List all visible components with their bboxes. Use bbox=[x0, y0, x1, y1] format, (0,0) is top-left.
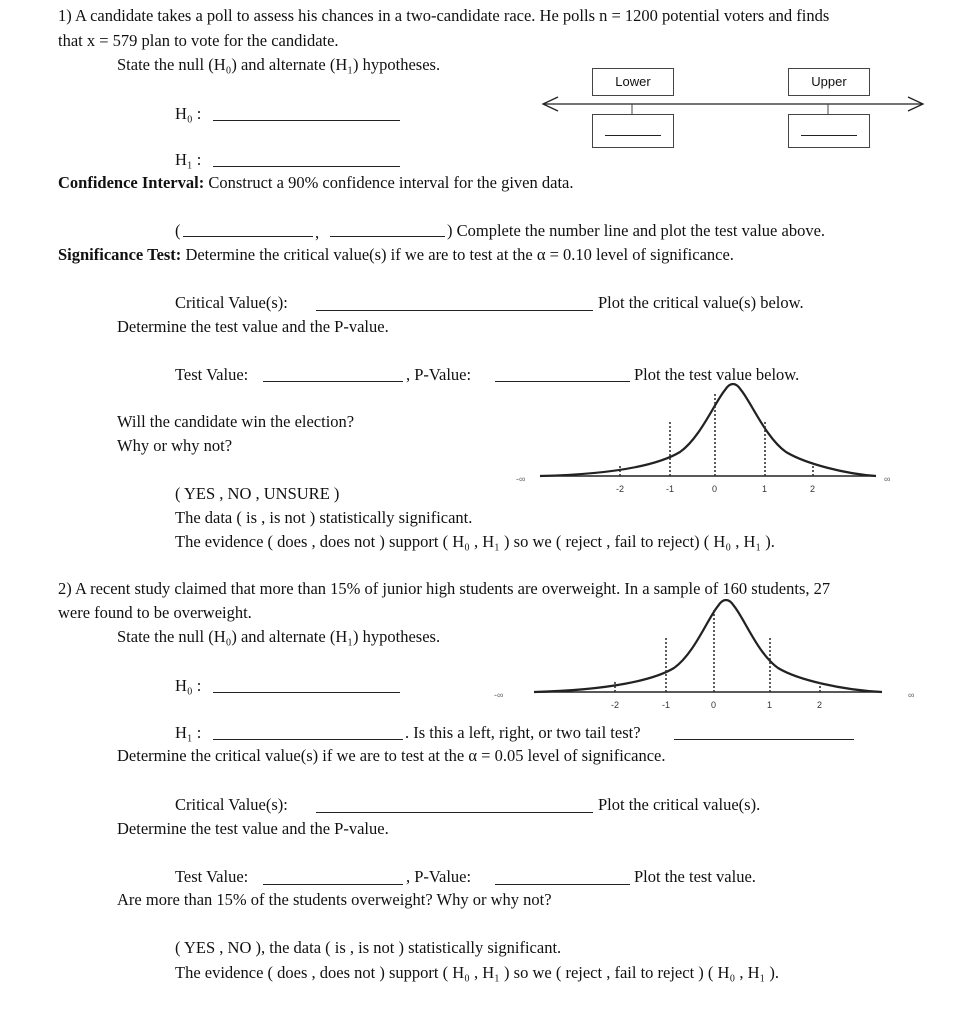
q1-plot-test: Plot the test value below. bbox=[634, 365, 800, 384]
q2-test-value-label: Test Value: bbox=[175, 867, 249, 886]
q1-why-question: Why or why not? bbox=[117, 436, 233, 455]
q1-determine-test: Determine the test value and the P-value. bbox=[117, 317, 389, 336]
q2-state-hypotheses: State the null (H₀) and alternate (H₁) hypotheses. bbox=[117, 627, 441, 646]
q2-h0-label: H₀ : bbox=[175, 676, 202, 695]
q1-ci-line bbox=[58, 175, 574, 192]
q1-intro-line1: 1) A candidate takes a poll to assess his chances in a two-candidate race. He polls n = 1200 potential voters and finds bbox=[58, 6, 830, 25]
q1-tick-neg2: -2 bbox=[616, 484, 625, 494]
ci-heading: Confidence Interval: bbox=[58, 173, 205, 192]
q2-h1-label: H₁ : bbox=[175, 723, 202, 742]
q1-evidence-choice[interactable]: The evidence ( does , does not ) support ( H₀ , H₁ ) so we ( reject , fail to reject) ( H₀ , H₁ ). bbox=[175, 532, 775, 551]
q1-tick-0: 0 bbox=[712, 484, 718, 494]
q1-yes-no-choice[interactable]: ( YES , NO , UNSURE ) bbox=[175, 484, 340, 503]
q2-choice-line[interactable]: ( YES , NO ), the data ( is , is not ) statistically significant. bbox=[175, 938, 562, 957]
q2-determine-critical: Determine the critical value(s) if we are to test at the α = 0.05 level of significance. bbox=[117, 746, 666, 765]
sig-text: Determine the critical value(s) if we are to test at the α = 0.10 level of significance. bbox=[185, 245, 734, 264]
q1-h1-label: H₁ : bbox=[175, 150, 202, 169]
q1-intro-line2: that x = 579 plan to vote for the candidate. bbox=[58, 31, 339, 50]
ci-text: Construct a 90% confidence interval for the given data. bbox=[208, 173, 574, 192]
q2-tick-neg2: -2 bbox=[611, 700, 620, 710]
ci-comma: , bbox=[315, 223, 320, 242]
ci-open-paren: ( bbox=[175, 221, 181, 240]
q1-plot-critical: Plot the critical value(s) below. bbox=[598, 293, 804, 312]
lower-bound-input-box[interactable] bbox=[592, 114, 674, 148]
q1-win-question: Will the candidate win the election? bbox=[117, 412, 355, 431]
q1-h0-blank[interactable] bbox=[213, 120, 400, 121]
q2-critical-blank[interactable] bbox=[316, 812, 593, 813]
sig-heading: Significance Test: bbox=[58, 245, 182, 264]
q2-evidence-choice[interactable]: The evidence ( does , does not ) support ( H₀ , H₁ ) so we ( reject , fail to reject ) ( H₀ , H₁ ). bbox=[175, 963, 779, 982]
q2-plot-test: Plot the test value. bbox=[634, 867, 756, 886]
q1-h0-label: H₀ : bbox=[175, 104, 202, 123]
q2-pvalue-label: , P-Value: bbox=[406, 867, 472, 886]
q2-overweight-question: Are more than 15% of the students overweight? Why or why not? bbox=[117, 890, 552, 909]
upper-label: Upper bbox=[811, 74, 847, 89]
lower-label: Lower bbox=[615, 74, 651, 89]
q1-pos-inf: ∞ bbox=[884, 474, 891, 484]
q2-tick-0: 0 bbox=[711, 700, 717, 710]
q2-h0-blank[interactable] bbox=[213, 692, 400, 693]
q2-intro-line1: 2) A recent study claimed that more than 15% of junior high students are overweight. In a sample of 160 students, 27 bbox=[58, 579, 831, 598]
q2-tail-blank[interactable] bbox=[674, 739, 854, 740]
q2-determine-test: Determine the test value and the P-value. bbox=[117, 819, 389, 838]
q2-intro-line2: were found to be overweight. bbox=[58, 603, 252, 622]
q1-tick-1: 1 bbox=[762, 484, 768, 494]
q1-pvalue-label: , P-Value: bbox=[406, 365, 472, 384]
upper-bound-input-box[interactable] bbox=[788, 114, 870, 148]
ci-lower-blank[interactable] bbox=[183, 236, 313, 237]
ci-number-line bbox=[538, 92, 928, 114]
q2-critical-label: Critical Value(s): bbox=[175, 795, 288, 814]
q2-test-value-blank[interactable] bbox=[263, 884, 403, 885]
q1-sig-line bbox=[58, 247, 734, 264]
q1-test-value-label: Test Value: bbox=[175, 365, 249, 384]
q1-test-value-blank[interactable] bbox=[263, 381, 403, 382]
q2-neg-inf: -∞ bbox=[494, 690, 504, 700]
q1-critical-blank[interactable] bbox=[316, 310, 593, 311]
q1-h1-blank[interactable] bbox=[213, 166, 400, 167]
q1-neg-inf: -∞ bbox=[516, 474, 526, 484]
q1-significance-choice[interactable]: The data ( is , is not ) statistically significant. bbox=[175, 508, 473, 527]
q2-tick-neg1: -1 bbox=[662, 700, 671, 710]
q2-tick-2: 2 bbox=[817, 700, 823, 710]
q1-tick-2: 2 bbox=[810, 484, 816, 494]
q2-plot-critical: Plot the critical value(s). bbox=[598, 795, 761, 814]
q2-pvalue-blank[interactable] bbox=[495, 884, 630, 885]
q2-tail-question: . Is this a left, right, or two tail test? bbox=[405, 723, 641, 742]
ci-upper-blank[interactable] bbox=[330, 236, 445, 237]
q2-normal-curve bbox=[534, 600, 882, 692]
q1-bell-curve[interactable] bbox=[510, 380, 910, 500]
q2-h1-blank[interactable] bbox=[213, 739, 403, 740]
q1-normal-curve bbox=[540, 384, 876, 476]
q1-state-hypotheses: State the null (H₀) and alternate (H₁) hypotheses. bbox=[117, 55, 441, 74]
q2-bell-curve[interactable] bbox=[490, 596, 920, 718]
q1-critical-label: Critical Value(s): bbox=[175, 293, 288, 312]
q2-pos-inf: ∞ bbox=[908, 690, 915, 700]
ci-close-text: ) Complete the number line and plot the test value above. bbox=[447, 221, 826, 240]
q1-tick-neg1: -1 bbox=[666, 484, 675, 494]
q2-tick-1: 1 bbox=[767, 700, 773, 710]
